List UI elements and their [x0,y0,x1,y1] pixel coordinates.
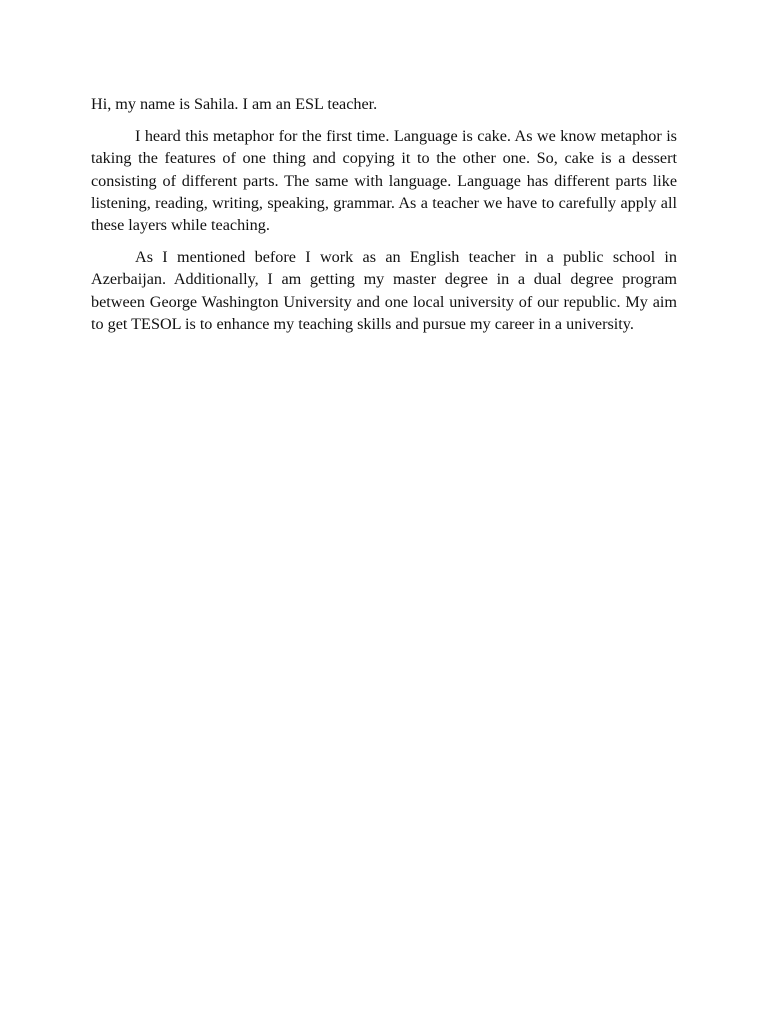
paragraph-background: As I mentioned before I work as an English teacher in a public school in Azerbaijan. Additionally, I am getting my master degree in a dual degree program between George Washington University and one local university of our republic. My aim to get TESOL is to enhance my teaching skills and pursue my career in a university. [91,248,677,333]
document-body [91,93,677,345]
paragraph-metaphor: I heard this metaphor for the first time. Language is cake. As we know metaphor is taking the features of one thing and copying it to the other one. So, cake is a dessert consisting of different parts. The same with language. Language has different parts like listening, reading, writing, speaking, grammar. As a teacher we have to carefully apply all these layers while teaching. [91,127,677,235]
paragraph-introduction: Hi, my name is Sahila. I am an ESL teacher. [91,95,378,113]
